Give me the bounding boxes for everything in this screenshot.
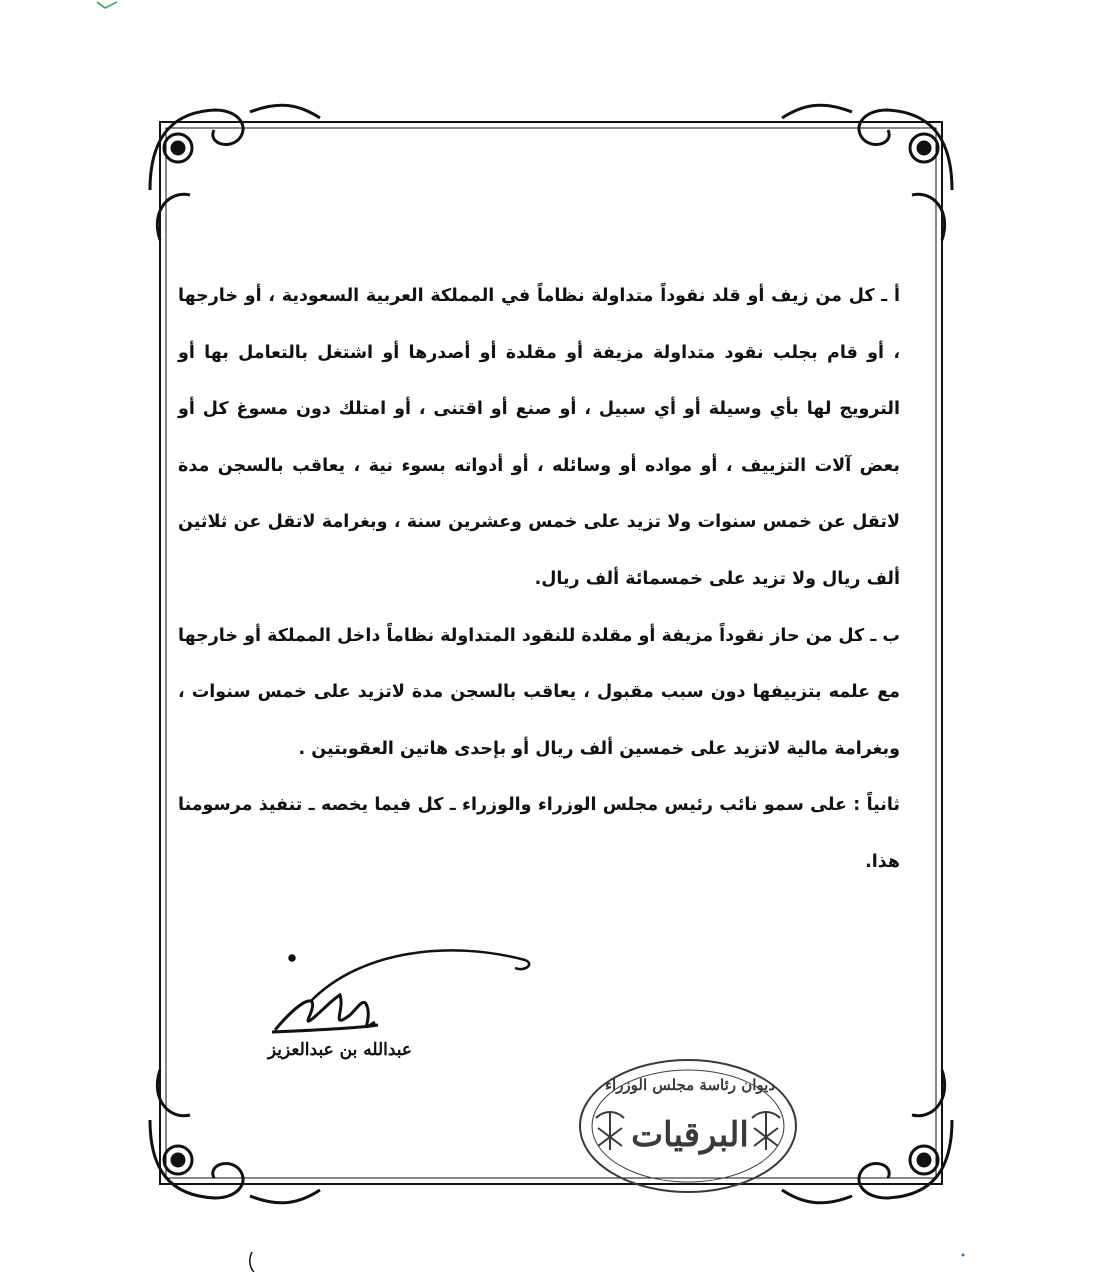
clause-b: ب ـ كل من حاز نقوداً مزيفة أو مقلدة للنقود المتداولة نظاماً داخل المملكة أو خارجها مع علمه بتزييفها دون سبب مقبول ، يعاقب بالسجن مدة لاتزيد على خمس سنوات ، وبغرامة مالية لاتزيد على خمسين ألف ريال أو بإحدى هاتين العقوبتين . — [178, 625, 900, 759]
handwritten-signature — [272, 995, 378, 1032]
emblem-left — [596, 1112, 624, 1150]
decree-body — [178, 268, 900, 891]
corner-ornament-bottom-right — [782, 1070, 952, 1203]
stamp-main-text: البرقيات — [631, 1115, 749, 1155]
clause-a: أ ـ كل من زيف أو قلد نقوداً متداولة نظاماً في المملكة العربية السعودية ، أو خارجها ، أو قام بجلب نقود متداولة مزيفة أو مقلدة أو أصدرها أو اشتغل بالتعامل بها أو الترويج لها بأي وسيلة أو أي سبيل ، أو صنع أو اقتنى ، أو امتلك دون مسوغ كل أو بعض آلات التزييف ، أو مواده أو وسائله ، أو أدواته بسوء نية ، يعاقب بالسجن مدة لاتقل عن خمس سنوات ولا تزيد على خمس وعشرين سنة ، وبغرامة لاتقل عن ثلاثين ألف ريال ولا تزيد على خمسمائة ألف ريال. — [178, 286, 900, 589]
emblem-right — [752, 1112, 780, 1150]
signatory-name: عبدالله بن عبدالعزيز — [267, 1040, 413, 1060]
stamp-office-text: ديوان رئاسة مجلس الوزراء — [604, 1076, 776, 1094]
page-dot — [962, 1254, 965, 1257]
signature-flourish — [290, 950, 530, 1002]
corner-ornament-top-right — [782, 105, 952, 240]
corner-ornament-bottom-left — [150, 1070, 320, 1203]
clause-second: ثانياً : على سمو نائب رئيس مجلس الوزراء والوزراء ـ كل فيما يخصه ـ تنفيذ مرسومنا هذا. — [178, 795, 900, 872]
corner-ornament-top-left — [150, 105, 320, 240]
page-mark — [250, 1252, 254, 1272]
